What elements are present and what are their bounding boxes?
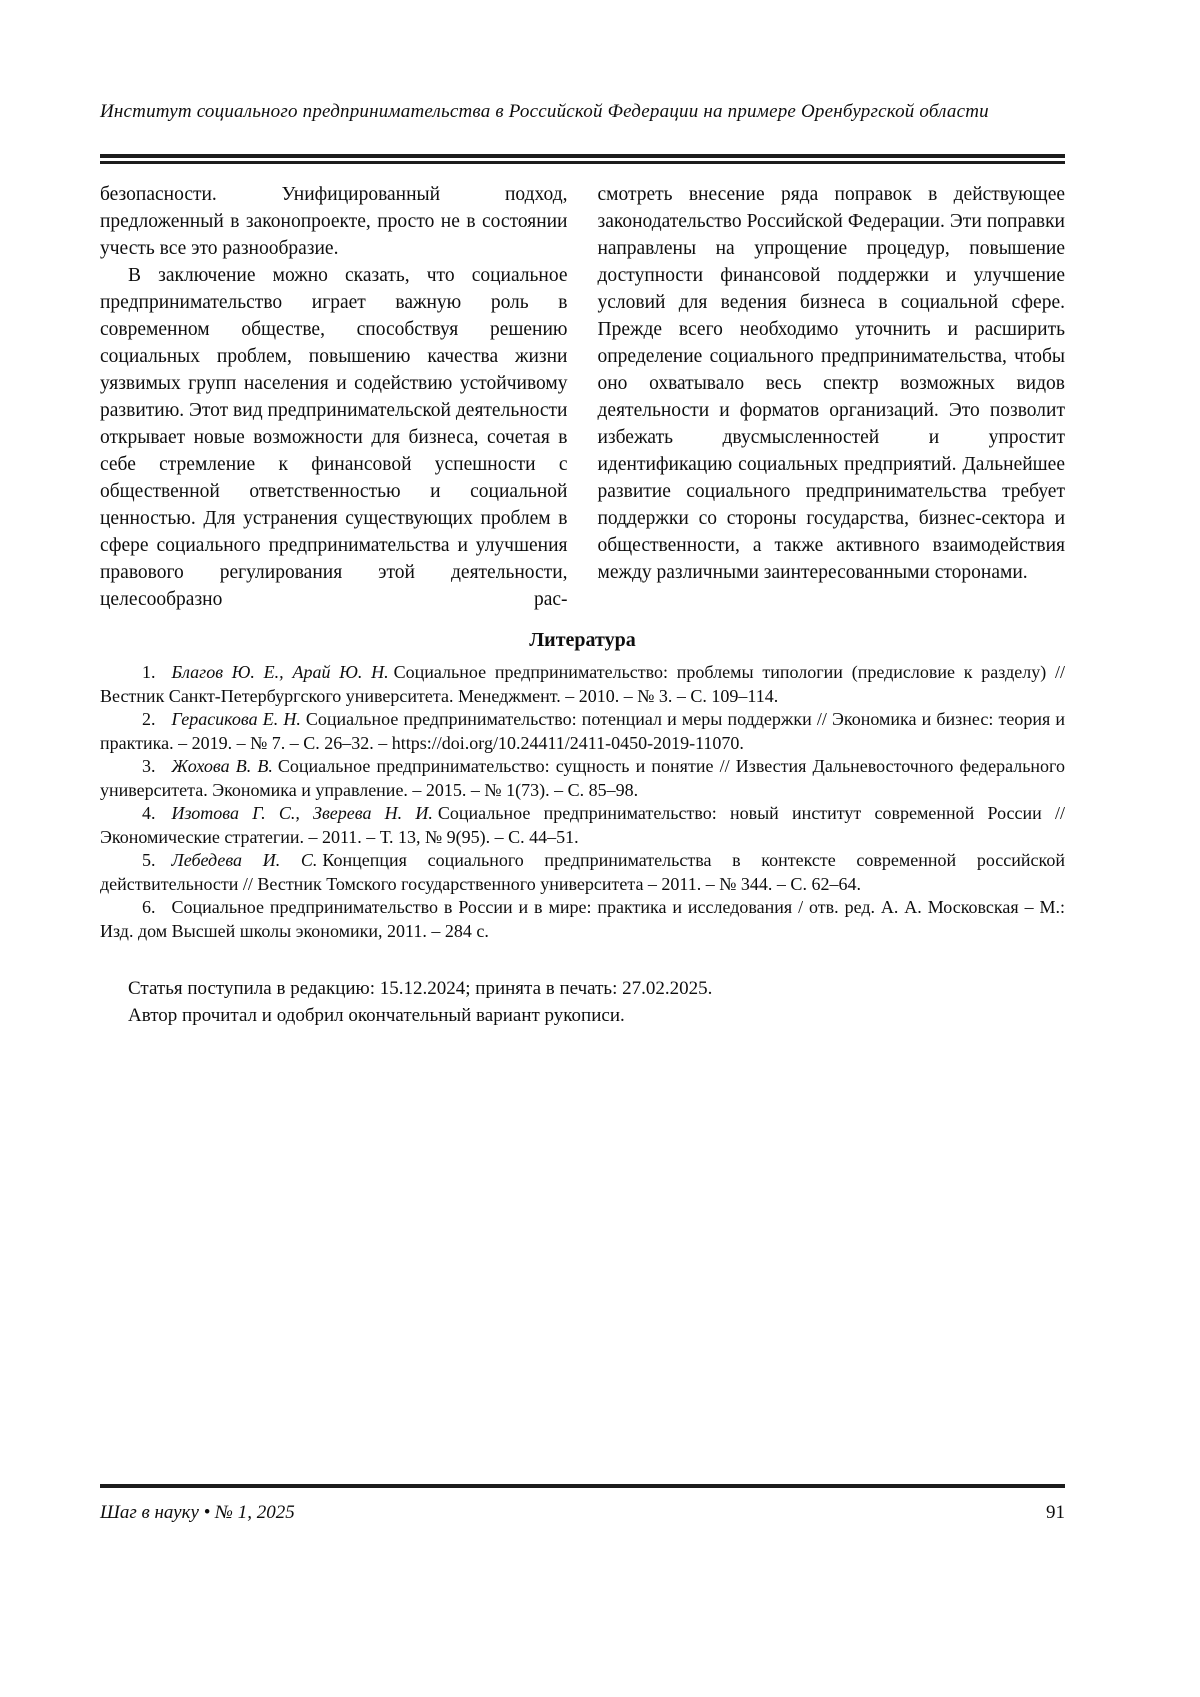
reference-text: Концепция социального предпринимательства в контексте современной российской действительности // Вестник Томского государственного университета – 2011. – № 344. – С. 62–64. xyxy=(100,850,1065,894)
reference-authors: Герасикова Е. Н. xyxy=(171,709,301,729)
editorial-notes xyxy=(100,975,1065,1029)
references-heading: Литература xyxy=(529,629,636,651)
reference-number: 2. xyxy=(142,709,156,729)
body-paragraph: безопасности. Унифицированный подход, предложенный в законопроекте, просто не в состоянии учесть все это разнообразие. xyxy=(100,184,568,259)
reference-text: Социальное предпринимательство: новый институт современной России // Экономические стратегии. – 2011. – Т. 13, № 9(95). – С. 44–51. xyxy=(100,803,1065,847)
reference-number: 5. xyxy=(142,850,156,870)
reference-item xyxy=(100,755,1065,802)
journal-name: Шаг в науку • № 1, 2025 xyxy=(100,1502,295,1523)
reference-authors: Благов Ю. Е., Арай Ю. Н. xyxy=(171,662,389,682)
page-footer xyxy=(100,1484,1065,1524)
submission-dates-note: Статья поступила в редакцию: 15.12.2024; принята в печать: 27.02.2025. xyxy=(128,978,713,999)
references-list xyxy=(100,661,1065,943)
article-body xyxy=(100,181,1065,613)
reference-number: 1. xyxy=(142,662,156,682)
page-number: 91 xyxy=(1046,1502,1065,1523)
header-double-rule xyxy=(100,154,1065,164)
reference-text: Социальное предпринимательство: потенциал и меры поддержки // Экономика и бизнес: теория и практика. – 2019. – № 7. – С. 26–32. – https://doi.org/10.24411/2411-0450-2019-11070. xyxy=(100,709,1066,753)
running-header-title: Институт социального предпринимательства в Российской Федерации на примере Оренбургской области xyxy=(100,101,989,122)
reference-number: 4. xyxy=(142,803,156,823)
body-paragraph: В заключение можно сказать, что социальное предпринимательство играет важную роль в современном обществе, способствуя решению социальных проблем, повышению качества жизни уязвимых групп населения и содействию устойчивому развитию. Этот вид предпринимательской деятельности открывает новые возможности для бизнеса, сочетая в себе стремление к финансовой успешности с общественной ответственностью и социальной ценностью. Для устранения существующих проблем в сфере социального предпринимательства и улучшения правового регулирования этой деятельности, целесообразно рас- xyxy=(100,265,568,610)
reference-authors: Лебедева И. С. xyxy=(171,850,318,870)
right-column xyxy=(598,181,1066,613)
left-column xyxy=(100,181,568,613)
reference-authors: Изотова Г. С., Зверева Н. И. xyxy=(171,803,433,823)
reference-number: 3. xyxy=(142,756,156,776)
reference-text: Социальное предпринимательство: сущность и понятие // Известия Дальневосточного федерального университета. Экономика и управление. – 2015. – № 1(73). – С. 85–98. xyxy=(100,756,1065,800)
footer-row xyxy=(100,1502,1065,1524)
footer-rule xyxy=(100,1484,1065,1488)
reference-number: 6. xyxy=(142,897,156,917)
reference-text: Социальное предпринимательство в России и в мире: практика и исследования / отв. ред. А. А. Московская – М.: Изд. дом Высшей школы экономики, 2011. – 284 с. xyxy=(100,897,1065,941)
body-paragraph: смотреть внесение ряда поправок в действующее законодательство Российской Федерации. Эти поправки направлены на упрощение процедур, повышение доступности финансовой поддержки и улучшение условий для ведения бизнеса в социальной сфере. Прежде всего необходимо уточнить и расширить определение социального предпринимательства, чтобы оно охватывало весь спектр возможных видов деятельности и форматов организаций. Это позволит избежать двусмысленностей и упростит идентификацию социальных предприятий. Дальнейшее развитие социального предпринимательства требует поддержки со стороны государства, бизнес-сектора и общественности, а также активного взаимодействия между различными заинтересованными сторонами. xyxy=(597,184,1065,583)
reference-item xyxy=(100,802,1065,849)
reference-item xyxy=(100,661,1065,708)
reference-text: Социальное предпринимательство: проблемы типологии (предисловие к разделу) // Вестник Санкт-Петербургского университета. Менеджмент. – 2010. – № 3. – С. 109–114. xyxy=(100,662,1065,706)
author-approval-note: Автор прочитал и одобрил окончательный вариант рукописи. xyxy=(128,1005,625,1026)
page-content xyxy=(100,0,1065,1029)
reference-item xyxy=(100,849,1065,896)
reference-item xyxy=(100,896,1065,943)
reference-item xyxy=(100,708,1065,755)
reference-authors: Жохова В. В. xyxy=(171,756,273,776)
